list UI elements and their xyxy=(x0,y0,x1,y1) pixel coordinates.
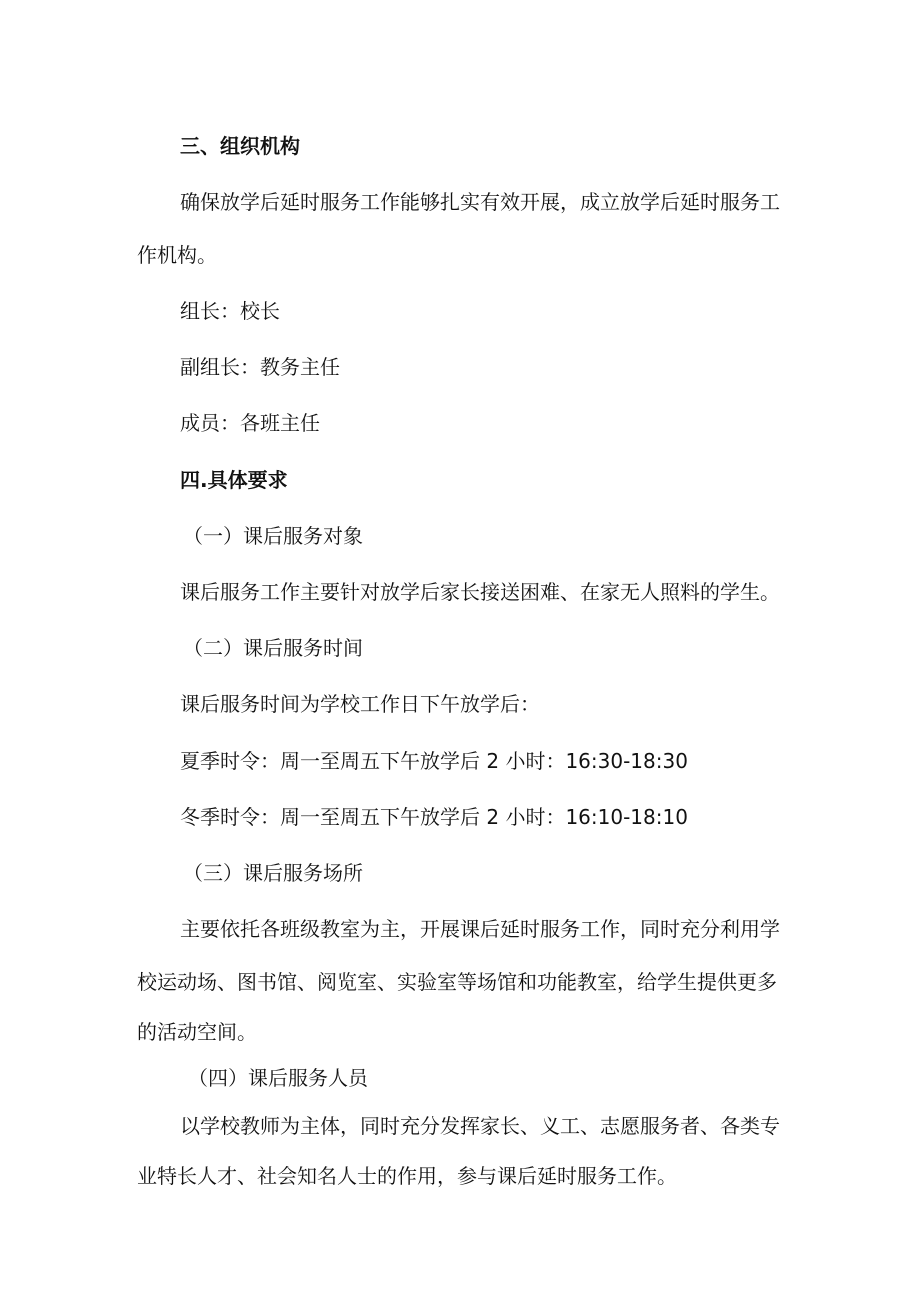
subsection-1-text: 课后服务工作主要针对放学后家长接送困难、在家无人照料的学生。 xyxy=(180,580,780,604)
members-line: 成员：各班主任 xyxy=(180,411,320,435)
subsection-3-heading: （三）课后服务场所 xyxy=(183,861,363,885)
subsection-4-heading: （四）课后服务人员 xyxy=(188,1066,368,1090)
subsection-4-line-2: 业特长人才、社会知名人士的作用，参与课后延时服务工作。 xyxy=(137,1164,677,1188)
summer-schedule: 夏季时令：周一至周五下午放学后 2 小时：16:30-18:30 xyxy=(180,749,688,773)
subsection-4-line-1: 以学校教师为主体，同时充分发挥家长、义工、志愿服务者、各类专 xyxy=(180,1114,780,1138)
subsection-1-heading: （一）课后服务对象 xyxy=(183,524,363,548)
winter-schedule: 冬季时令：周一至周五下午放学后 2 小时：16:10-18:10 xyxy=(180,805,688,829)
vice-leader-line: 副组长：教务主任 xyxy=(180,355,340,379)
subsection-2-heading: （二）课后服务时间 xyxy=(183,636,363,660)
section-3-heading: 三、组织机构 xyxy=(180,134,300,158)
section-3-intro-line-1: 确保放学后延时服务工作能够扎实有效开展，成立放学后延时服务工 xyxy=(180,190,780,214)
subsection-3-line-3: 的活动空间。 xyxy=(137,1020,257,1044)
subsection-3-line-2: 校运动场、图书馆、阅览室、实验室等场馆和功能教室，给学生提供更多 xyxy=(137,970,777,994)
section-3-intro-line-2: 作机构。 xyxy=(137,243,217,267)
subsection-2-text: 课后服务时间为学校工作日下午放学后： xyxy=(180,692,540,716)
subsection-3-line-1: 主要依托各班级教室为主，开展课后延时服务工作，同时充分利用学 xyxy=(180,917,780,941)
leader-line: 组长：校长 xyxy=(180,299,280,323)
section-4-heading: 四.具体要求 xyxy=(180,468,288,492)
